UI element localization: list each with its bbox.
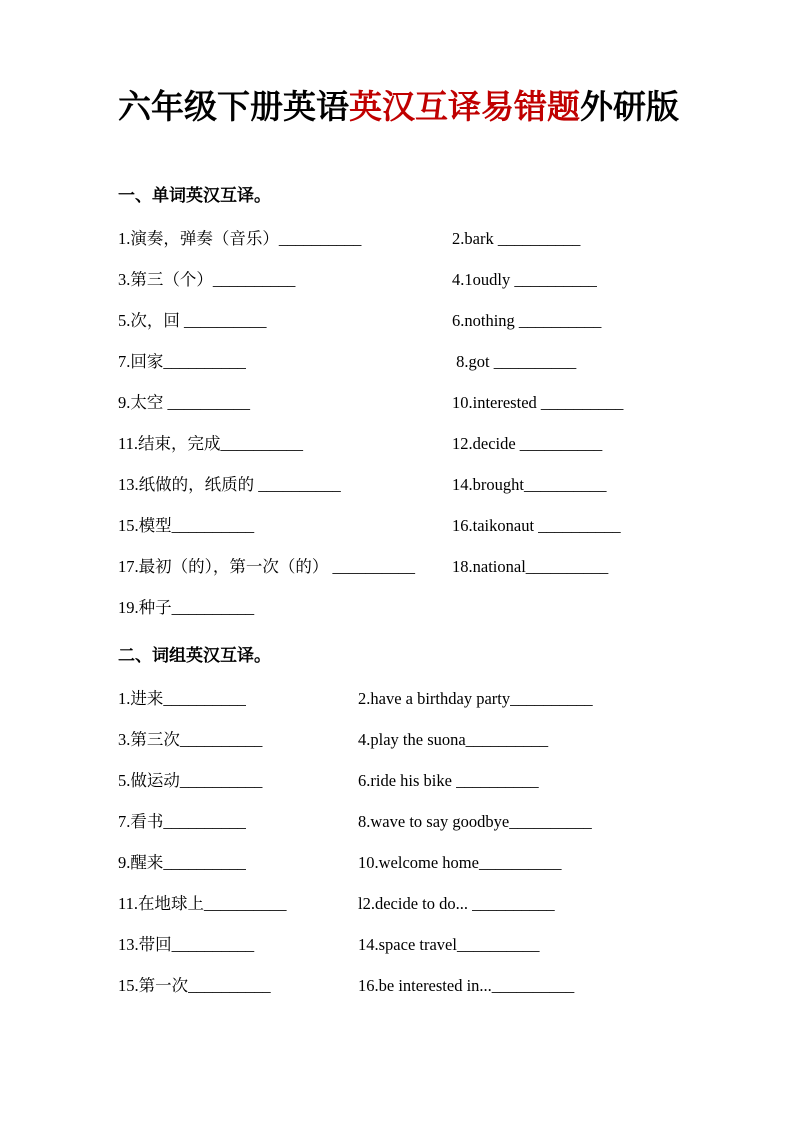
exercise-item-left: 5.做运动__________ [118, 771, 263, 790]
exercise-row [118, 557, 743, 577]
exercise-item-right: 8.got __________ [452, 352, 577, 371]
exercise-row [118, 229, 743, 249]
exercise-item-right: 10.welcome home__________ [358, 853, 562, 872]
exercise-row [118, 853, 743, 873]
exercise-item-left: 19.种子__________ [118, 598, 255, 617]
exercise-item-right: 14.space travel__________ [358, 935, 540, 954]
exercise-item-left: 1.演奏，弹奏（音乐）__________ [118, 229, 362, 248]
exercise-item-right: 2.bark __________ [452, 229, 581, 248]
exercise-item-right: 2.have a birthday party__________ [358, 689, 593, 708]
section-heading-words: 一、单词英汉互译。 [118, 186, 271, 205]
exercise-row [118, 393, 743, 413]
exercise-item-left: 5.次，回 __________ [118, 311, 267, 330]
exercise-item-left: 13.纸做的，纸质的 __________ [118, 475, 341, 494]
exercise-item-right: 16.taikonaut __________ [452, 516, 621, 535]
exercise-row [118, 935, 743, 955]
exercise-row [118, 894, 743, 914]
exercise-item-left: 7.看书__________ [118, 812, 246, 831]
exercise-item-left: 9.醒来__________ [118, 853, 246, 872]
exercise-row [118, 270, 743, 290]
exercise-item-left: 11.结束，完成__________ [118, 434, 304, 453]
exercise-row [118, 976, 743, 996]
exercise-item-right: 6.nothing __________ [452, 311, 602, 330]
exercise-row [118, 311, 743, 331]
exercise-item-right: 6.ride his bike __________ [358, 771, 539, 790]
exercise-row [118, 598, 743, 618]
section-word-translation [118, 185, 743, 618]
exercise-row [118, 689, 743, 709]
exercise-row [118, 812, 743, 832]
exercise-item-right: 10.interested __________ [452, 393, 624, 412]
exercise-row [118, 516, 743, 536]
exercise-item-right: 14.brought__________ [452, 475, 607, 494]
exercise-row [118, 475, 743, 495]
exercise-item-right: 4.1oudly __________ [452, 270, 597, 289]
exercise-item-left: 15.模型__________ [118, 516, 255, 535]
exercise-item-left: 17.最初（的），第一次（的） __________ [118, 557, 415, 576]
exercise-item-left: 13.带回__________ [118, 935, 255, 954]
exercise-item-left: 7.回家__________ [118, 352, 246, 371]
exercise-row [118, 730, 743, 750]
exercise-item-right: l2.decide to do... __________ [358, 894, 555, 913]
title-prefix: 六年级下册英语 [118, 90, 349, 126]
exercise-item-left: 15.第一次__________ [118, 976, 271, 995]
exercise-item-right: 16.be interested in...__________ [358, 976, 575, 995]
exercise-item-left: 3.第三次__________ [118, 730, 263, 749]
section-phrase-translation [118, 645, 743, 996]
page-title [118, 88, 743, 128]
exercise-item-left: 1.进来__________ [118, 689, 246, 708]
title-highlight: 英汉互译易错题 [349, 90, 580, 126]
exercise-row [118, 771, 743, 791]
exercise-item-right: 8.wave to say goodbye__________ [358, 812, 592, 831]
exercise-row [118, 352, 743, 372]
exercise-item-left: 11.在地球上__________ [118, 894, 287, 913]
exercise-item-left: 9.太空 __________ [118, 393, 250, 412]
exercise-item-right: 4.play the suona__________ [358, 730, 549, 749]
exercise-item-right: 12.decide __________ [452, 434, 603, 453]
exercise-row [118, 434, 743, 454]
section-heading-phrases: 二、词组英汉互译。 [118, 646, 271, 665]
title-suffix: 外研版 [580, 90, 679, 126]
exercise-item-left: 3.第三（个）__________ [118, 270, 296, 289]
exercise-item-right: 18.national__________ [452, 557, 609, 576]
